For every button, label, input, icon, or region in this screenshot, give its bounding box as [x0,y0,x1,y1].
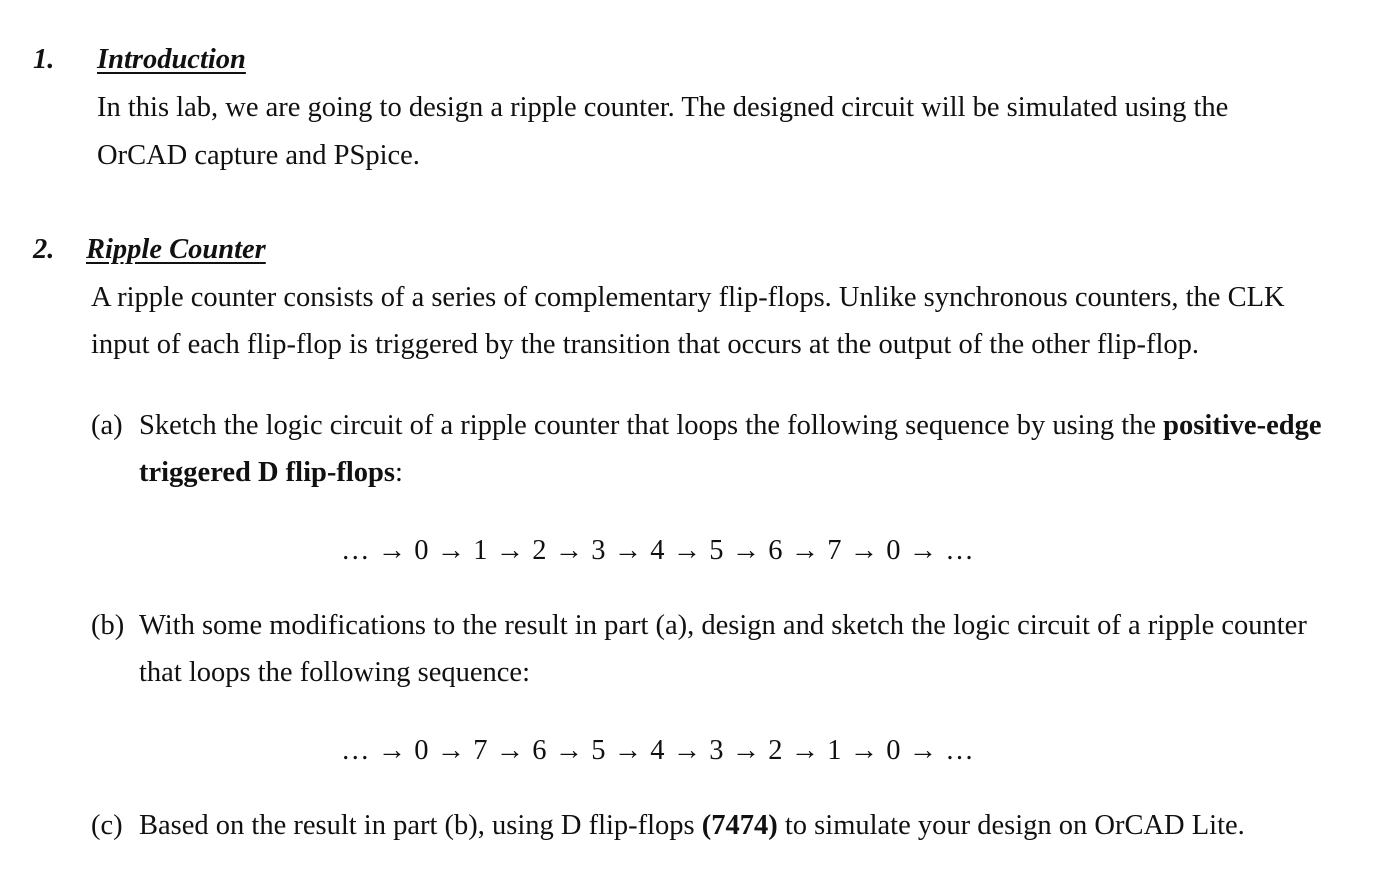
section-1-heading: Introduction [97,44,246,75]
part-a-line-1-text: Sketch the logic circuit of a ripple counter that loops the following sequence by using the [139,410,1164,441]
part-c-text-before: Based on the result in part (b), using D flip-flops [139,810,702,841]
part-c-text-bold: (7474) [701,810,778,841]
part-a-line-1-bold: positive-edge [1163,410,1322,441]
section-2-paragraph-line-1: A ripple counter consists of a series of complementary flip-flops. Unlike synchronous counters, the CLK [91,282,1285,313]
part-a-line-2 [139,459,403,488]
part-c-text-after: to simulate your design on OrCAD Lite. [777,810,1245,841]
part-b-label: (b) [91,610,125,641]
part-b-sequence: … → 0 → 7 → 6 → 5 → 4 → 3 → 2 → 1 → 0 → … [341,735,975,766]
part-a-line-1 [139,412,1321,441]
part-c-line [139,812,1245,841]
section-2-number: 2. [33,234,55,265]
part-a-label: (a) [91,410,123,441]
section-2-paragraph-line-2: input of each flip-flop is triggered by the transition that occurs at the output of the other flip-flop. [91,329,1200,360]
part-b-line-2: that loops the following sequence: [139,657,530,688]
part-a-sequence: … → 0 → 1 → 2 → 3 → 4 → 5 → 6 → 7 → 0 → … [341,535,975,566]
section-1-paragraph-line-1: In this lab, we are going to design a ripple counter. The designed circuit will be simulated using the [97,92,1229,123]
section-1-number: 1. [33,44,55,75]
section-1-paragraph-line-2: OrCAD capture and PSpice. [97,140,420,171]
part-a-line-2-bold: triggered D flip-flops [139,457,395,488]
part-a-line-2-text: : [394,457,403,488]
part-c-label: (c) [91,810,123,841]
section-2-heading: Ripple Counter [86,234,266,265]
part-b-line-1: With some modifications to the result in part (a), design and sketch the logic circuit of a ripple counter [139,610,1307,641]
